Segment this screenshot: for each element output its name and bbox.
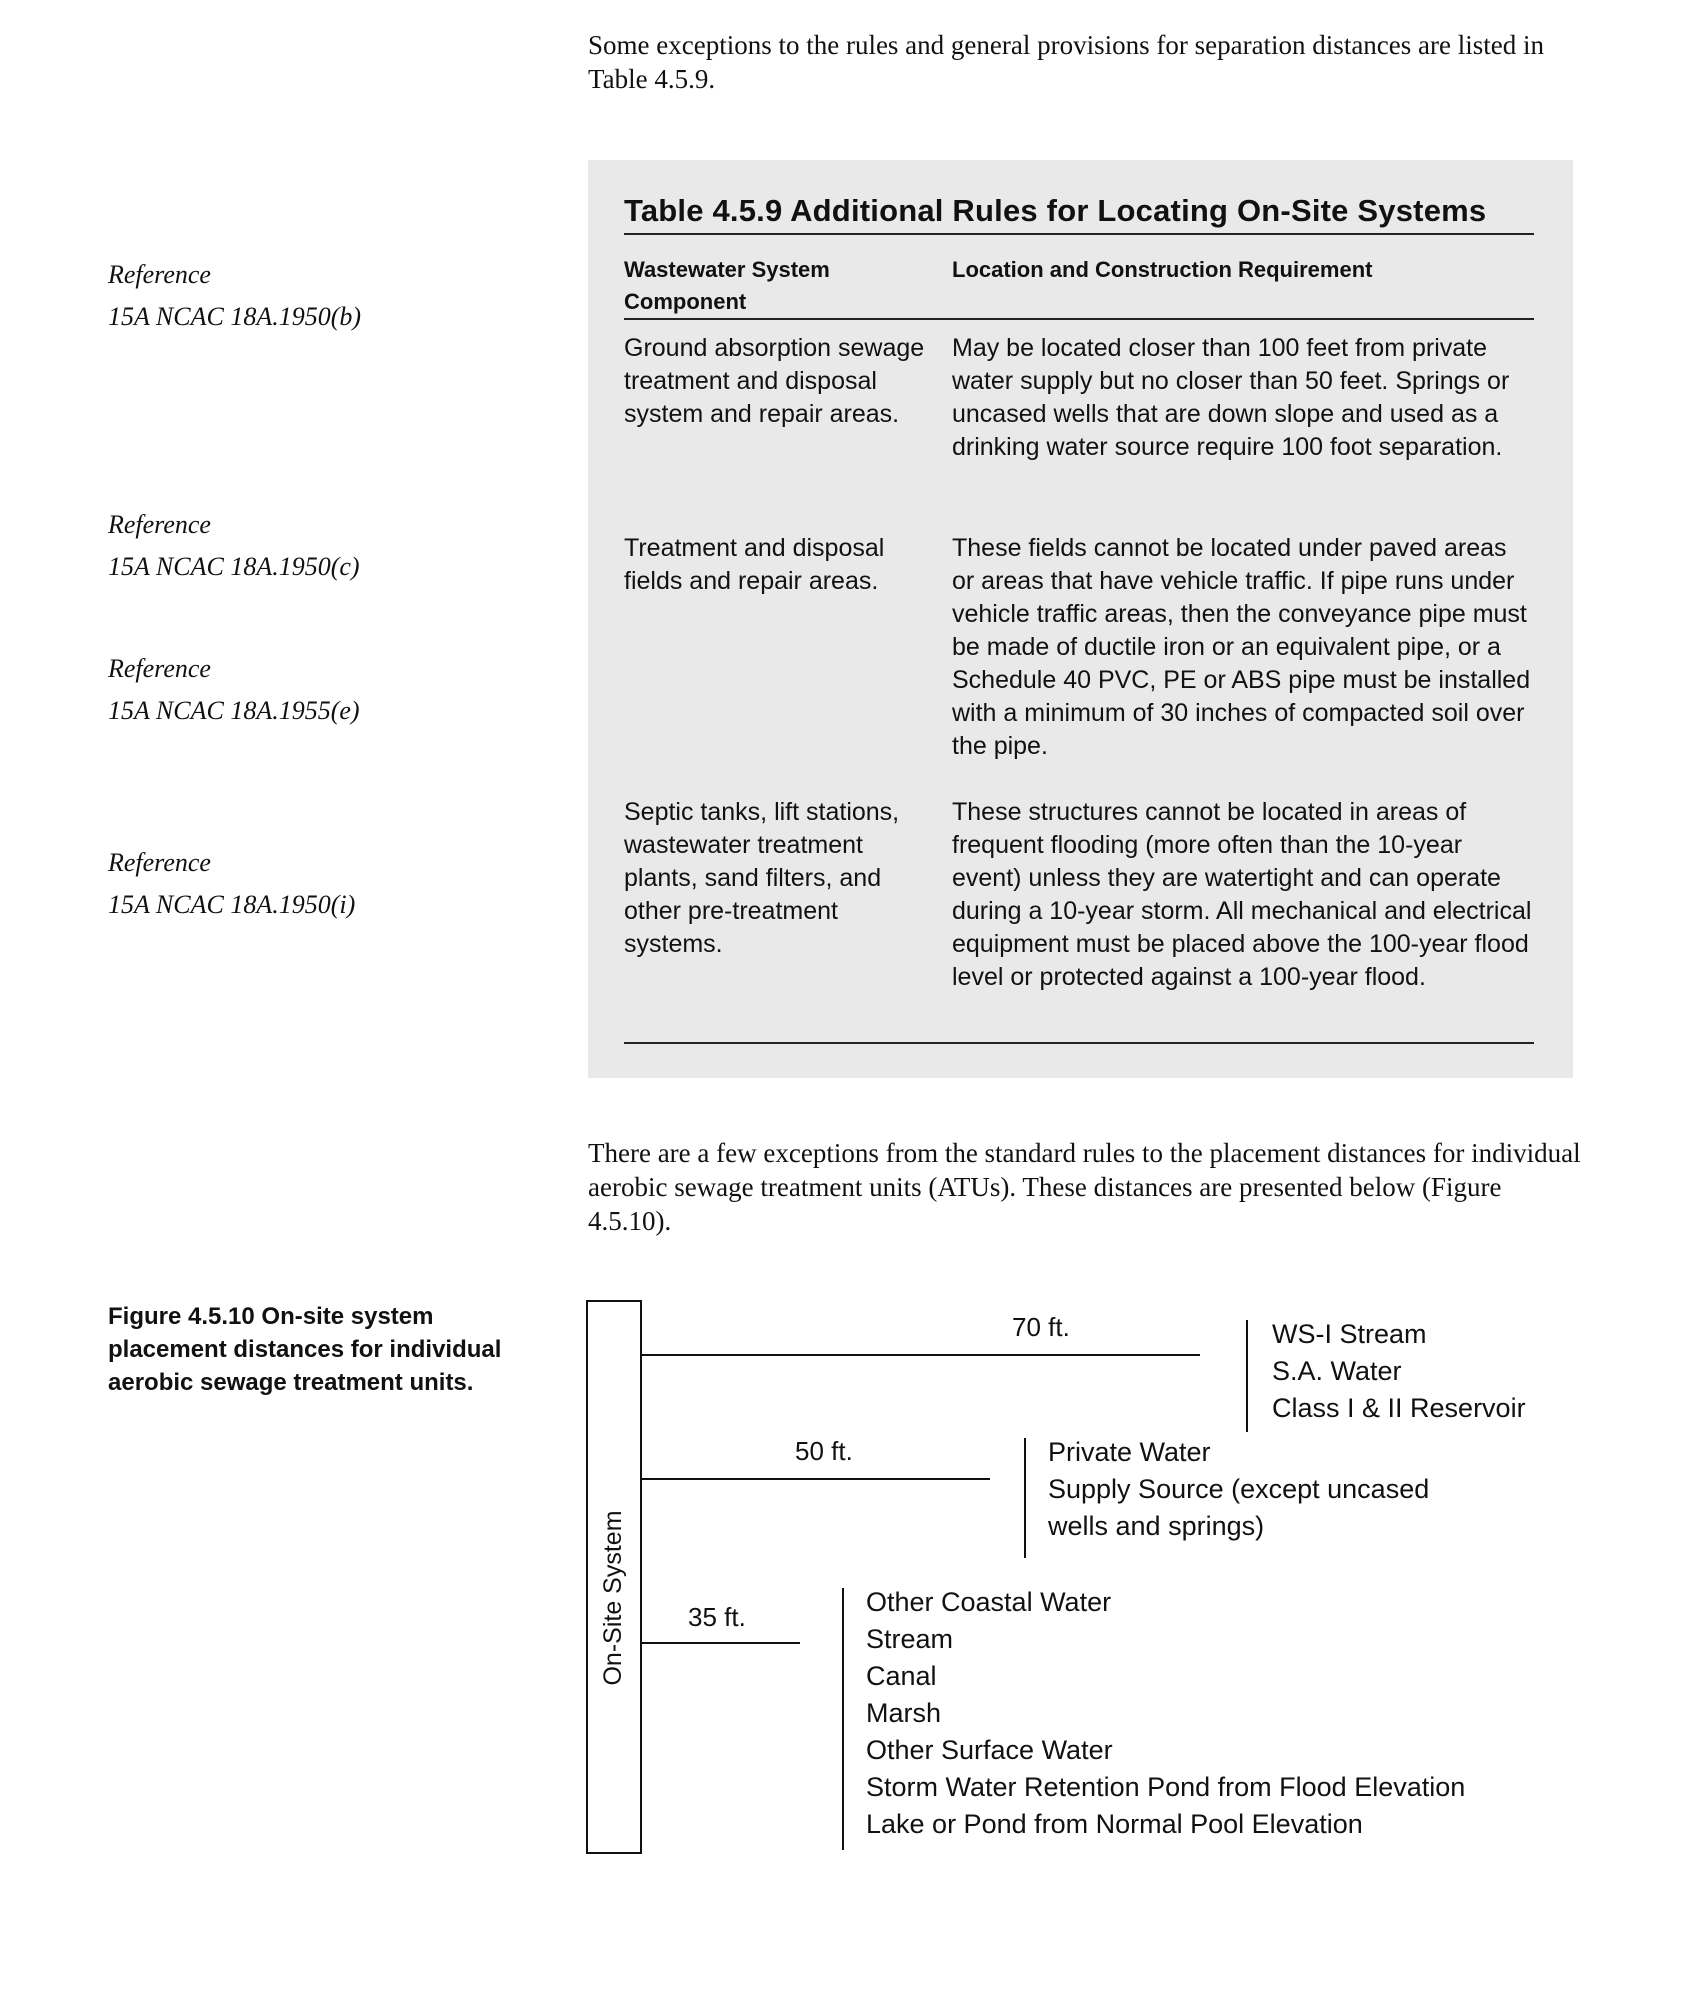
- reference-4: [108, 842, 528, 926]
- intro-paragraph: Some exceptions to the rules and general provisions for separation distances are listed in Table 4.5.9.: [588, 30, 1544, 94]
- table-cell-requirement: May be located closer than 100 feet from private water supply but no closer than 50 feet. Springs or uncased wells that are down slope and used as a drinking water source require 100 foot separation.: [952, 334, 1510, 461]
- list-item: Other Coastal Water: [866, 1587, 1112, 1617]
- atu-paragraph: There are a few exceptions from the standard rules to the placement distances for individual aerobic sewage treatment units (ATUs). These distances are presented below (Figure 4.5.10).: [588, 1138, 1581, 1236]
- list-item: Other Surface Water: [866, 1735, 1113, 1765]
- distance-label-35: 35 ft.: [688, 1602, 746, 1632]
- reference-label: Reference: [108, 510, 211, 539]
- reference-label: Reference: [108, 848, 211, 877]
- receptor-list-35: [866, 1584, 1465, 1843]
- list-item: Canal: [866, 1661, 937, 1691]
- list-item: wells and springs): [1048, 1511, 1265, 1541]
- distance-line-70: [640, 1354, 1200, 1356]
- reference-code: 15A NCAC 18A.1950(b): [108, 302, 362, 331]
- list-item: Storm Water Retention Pond from Flood Elevation: [866, 1772, 1466, 1802]
- receptor-list-50: [1048, 1434, 1429, 1545]
- column-header-component: Wastewater System Component: [624, 257, 830, 314]
- list-item: S.A. Water: [1272, 1356, 1402, 1386]
- reference-3: [108, 648, 528, 732]
- column-header-requirement: Location and Construction Requirement: [952, 257, 1373, 282]
- figure-caption: Figure 4.5.10 On-site system placement distances for individual aerobic sewage treatment units.: [108, 1303, 502, 1396]
- reference-2: [108, 504, 528, 588]
- table-cell-requirement: These fields cannot be located under paved areas or areas that have vehicle traffic. If pipe runs under vehicle traffic areas, then the conveyance pipe must be made of ductile iron or an equivalent pipe, or a Schedule 40 PVC, PE or ABS pipe must be installed with a minimum of 30 inches of compacted soil over the pipe.: [952, 534, 1531, 760]
- list-item: WS-I Stream: [1272, 1319, 1427, 1349]
- list-item: Private Water: [1048, 1437, 1211, 1467]
- list-item: Supply Source (except uncased: [1048, 1474, 1430, 1504]
- table-title: Table 4.5.9 Additional Rules for Locating On-Site Systems: [624, 193, 1534, 235]
- receptor-list-70: [1272, 1316, 1526, 1427]
- table-header: [624, 248, 1534, 320]
- placement-distance-diagram: [582, 1300, 1582, 1860]
- table-cell-component: Septic tanks, lift stations, wastewater treatment plants, sand filters, and other pre-treatment systems.: [624, 798, 900, 958]
- list-item: Stream: [866, 1624, 954, 1654]
- reference-code: 15A NCAC 18A.1950(c): [108, 552, 360, 581]
- group-bracket-50: [1024, 1438, 1026, 1558]
- distance-label-70: 70 ft.: [1012, 1312, 1070, 1342]
- list-item: Lake or Pond from Normal Pool Elevation: [866, 1809, 1363, 1839]
- distance-label-50: 50 ft.: [795, 1436, 853, 1466]
- table-cell-component: Ground absorption sewage treatment and disposal system and repair areas.: [624, 334, 925, 428]
- group-bracket-35: [842, 1588, 844, 1850]
- distance-line-35: [640, 1642, 800, 1644]
- list-item: Marsh: [866, 1698, 942, 1728]
- reference-code: 15A NCAC 18A.1950(i): [108, 890, 356, 919]
- list-item: Class I & II Reservoir: [1272, 1393, 1526, 1423]
- reference-1: [108, 254, 528, 338]
- distance-line-50: [640, 1478, 990, 1480]
- reference-code: 15A NCAC 18A.1955(e): [108, 696, 360, 725]
- table-cell-component: Treatment and disposal fields and repair areas.: [624, 534, 885, 595]
- on-site-system-label: On-Site System: [599, 1510, 627, 1686]
- group-bracket-70: [1246, 1320, 1248, 1432]
- reference-label: Reference: [108, 654, 211, 683]
- reference-label: Reference: [108, 260, 211, 289]
- table-bottom-rule: [624, 1042, 1534, 1044]
- rules-table: [588, 160, 1573, 1078]
- table-cell-requirement: These structures cannot be located in areas of frequent flooding (more often than the 10-year event) unless they are watertight and can operate during a 10-year storm. All mechanical and electrical equipment must be placed above the 100-year flood level or protected against a 100-year flood.: [952, 798, 1532, 991]
